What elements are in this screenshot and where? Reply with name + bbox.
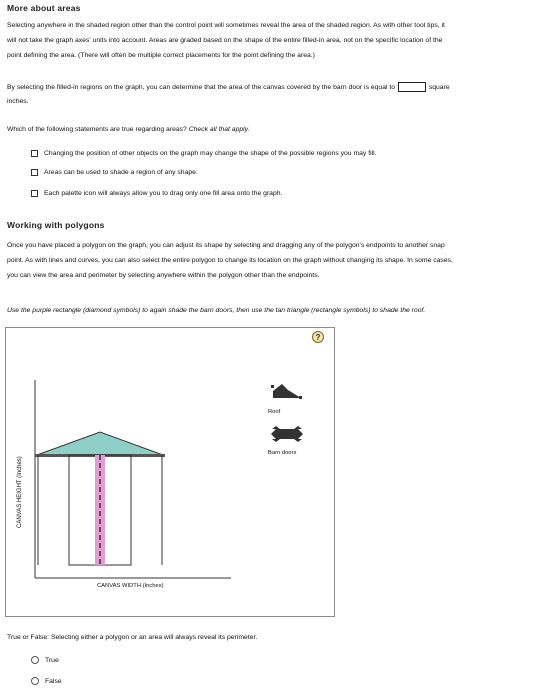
roof-shape[interactable] [37, 432, 163, 455]
barn-door-area-question [7, 80, 539, 95]
checkbox-label: Changing the position of other objects on the graph may change the shape of the possible regions you may fill. [44, 150, 377, 157]
checkbox[interactable] [31, 190, 38, 197]
true-false-question: True or False: Selecting either a polygon or an area will always reveal its perimeter. [7, 634, 258, 641]
checkbox[interactable] [31, 150, 38, 157]
polygons-paragraph-line: Once you have placed a polygon on the graph, you can adjust its shape by selecting and dragging any of the polygon's endpoints to another snap [7, 242, 445, 249]
checkbox[interactable] [31, 169, 38, 176]
checkbox-option[interactable] [31, 150, 377, 157]
unit-label-continued: inches. [7, 98, 29, 105]
section-heading-areas: More about areas [7, 3, 81, 13]
checkbox-label: Areas can be used to shade a region of any shape. [44, 169, 198, 176]
radio-button[interactable] [31, 656, 39, 664]
graph-panel [5, 327, 335, 617]
areas-paragraph-line: will not take the graph axes' units into account. Areas are graded based on the shape of the entire filled-in area, not on the specific location of the [7, 37, 443, 44]
palette-label-barn-doors: Barn doors [268, 450, 297, 456]
x-axis-label: CANVAS WIDTH (Inches) [97, 583, 164, 589]
areas-checkbox-question [7, 122, 249, 137]
polygons-paragraph-line: point. As with lines and curves, you can also select the entire polygon to change its location on the graph without changing its shape. In some cases, [7, 257, 453, 264]
areas-paragraph-line: Selecting anywhere in the shaded region other than the control point will sometimes reveal the area of the shaded region. As with other tool tips, it [7, 22, 445, 29]
radio-label: False [45, 677, 62, 685]
area-answer-input[interactable] [398, 82, 426, 92]
graph-canvas[interactable] [6, 328, 336, 618]
y-axis-label: CANVAS HEIGHT (Inches) [17, 456, 23, 528]
question-text: By selecting the filled-in regions on the graph, you can determine that the area of the canvas covered by the barn door is equal to [7, 84, 396, 91]
areas-paragraph [7, 18, 539, 63]
radio-button[interactable] [31, 677, 39, 685]
question-text: Which of the following statements are true regarding areas? [7, 126, 187, 133]
polygons-paragraph [7, 238, 539, 283]
palette-label-roof: Roof [268, 409, 281, 415]
help-icon[interactable]: ? [312, 331, 324, 343]
radio-option-false[interactable] [31, 677, 62, 685]
polygons-paragraph-line: you can view the area and perimeter by selecting anywhere within the polygon other than the endpoints. [7, 272, 320, 279]
roof-triangle-tool-icon[interactable] [271, 384, 302, 399]
checkbox-label: Each palette icon will always allow you to drag only one fill area onto the graph. [44, 190, 283, 197]
instruction-text: Use the purple rectangle (diamond symbols) to again shade the barn doors, then use the tan triangle (rectangle symbols) to shade the roof. [7, 307, 426, 314]
barn-door-polygon-tool-icon[interactable] [271, 426, 303, 442]
checkbox-option[interactable] [31, 169, 198, 176]
section-heading-polygons: Working with polygons [7, 220, 105, 230]
areas-paragraph-line: point defining the area. (There will often be multiple correct placements for the point defining the area.) [7, 52, 315, 59]
radio-label: True [45, 656, 59, 664]
checkbox-option[interactable] [31, 190, 282, 197]
unit-label: square [428, 84, 450, 91]
radio-option-true[interactable] [31, 656, 59, 664]
question-note: Check all that apply. [188, 126, 250, 133]
